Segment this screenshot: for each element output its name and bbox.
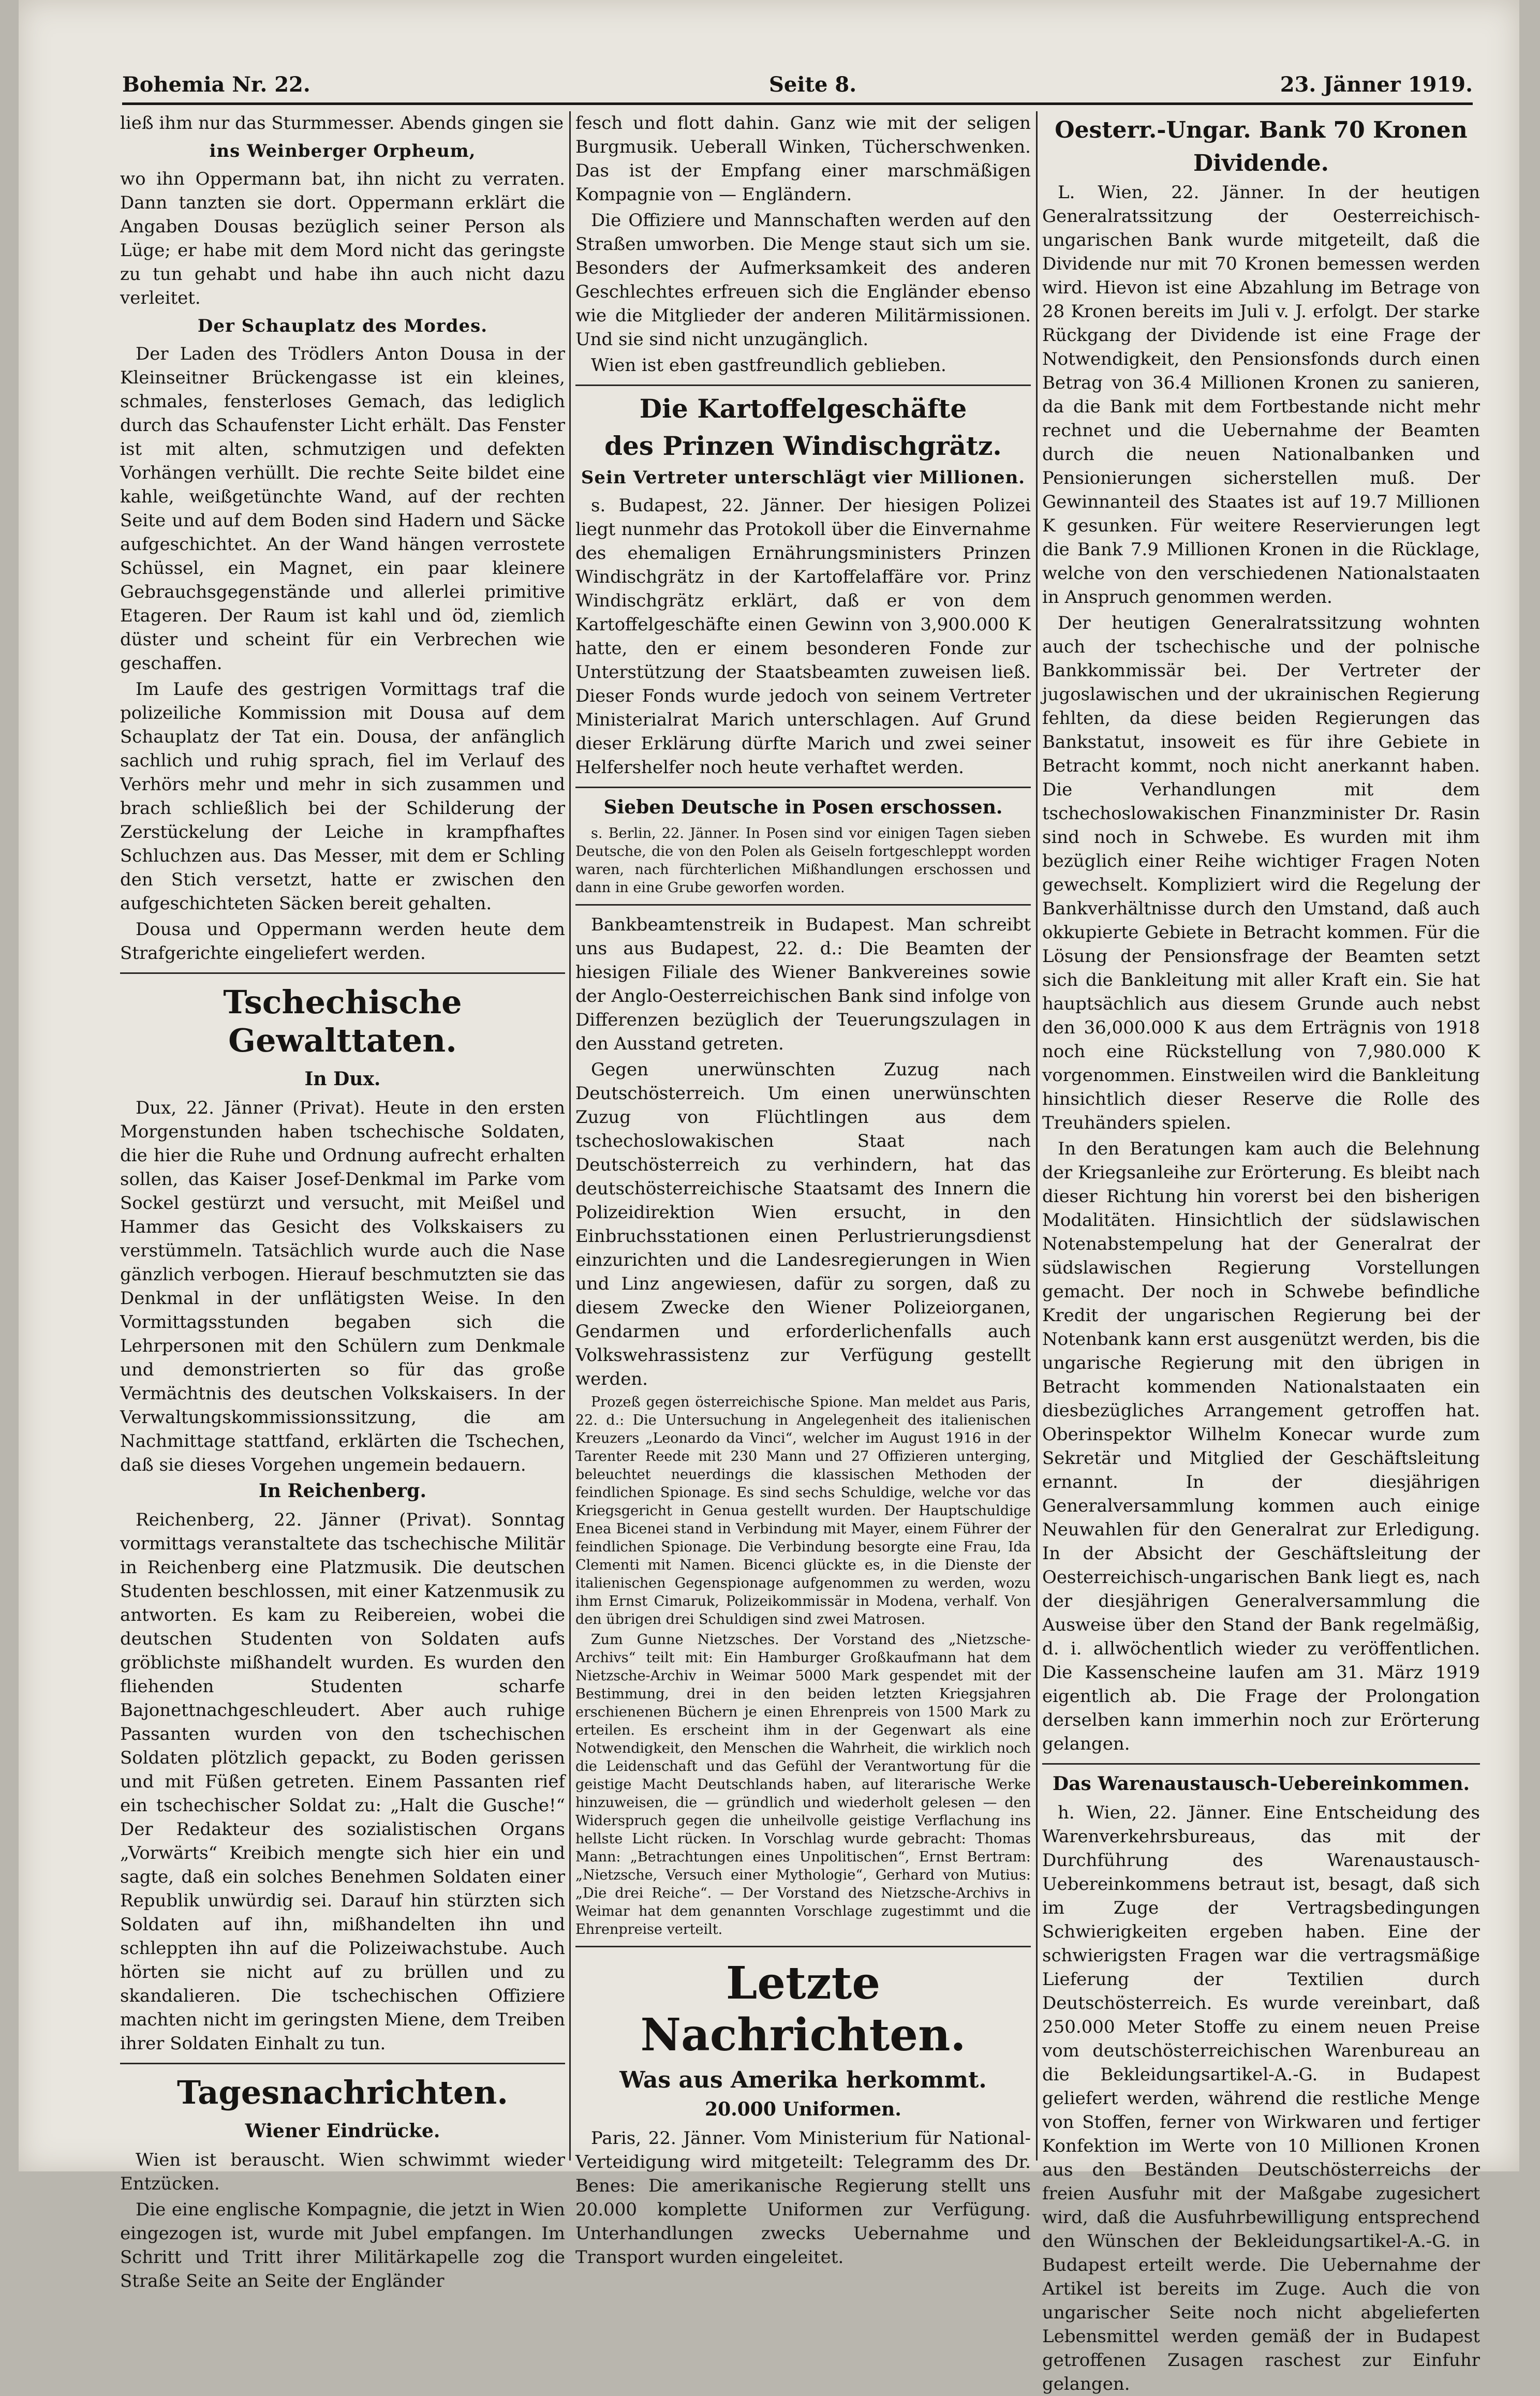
paragraph: Gegen unerwünschten Zuzug nach Deutschösterreich. Um einen unerwünschten Zuzug von Flüchtlingen aus dem tschechoslowakischen Staat nach Deutschösterreich zu verhindern, hat das deutschösterreichische Staatsamt des Innern die Polizeidirektion Wien ersucht, in den Einbruchsstationen einen Perlustrierungsdienst einzurichten und die Landesregierungen in Wien und Linz angewiesen, dafür zu sorgen, daß zu diesem Zwecke den Wiener Polizeiorganen, Gendarmen und erforderlichenfalls auch Volkswehrassistenz zur Verfügung gestellt werden. [575, 1059, 1031, 1389]
paragraph: s. Budapest, 22. Jänner. Der hiesigen Polizei liegt nunmehr das Protokoll über die Einvernahme des ehemaligen Ernährungsministers Prinzen Windischgrätz in der Kartoffelaffäre vor. Prinz Windischgrätz erklärt, daß er von dem Kartoffelgeschäfte einen Gewinn von 3,900.000 K hatte, den er einem besonderen Fonde zur Unterstützung der Staatsbeamten zuweisen ließ. Dieser Fonds wurde jedoch von seinem Vertreter Ministerialrat Marich unterschlagen. Auf Grund dieser Erklärung dürfte Marich und zwei seiner Helfershelfer noch heute verhaftet werden. [575, 495, 1031, 778]
section-rule [575, 904, 1031, 906]
section-rule [575, 787, 1031, 788]
paragraph: h. Wien, 22. Jänner. Eine Entscheidung des Warenverkehrsbureaus, das mit der Durchführung des Warenaustausch-Uebereinkommens betraut ist, besagt, daß sich im Zuge der Vertragsbedingungen Schwierigkeiten ergeben haben. Eine der schwierigsten Fragen war die vertragsmäßige Lieferung der Textilien durch Deutschösterreich. Es wurde vereinbart, daß 250.000 Meter Stoffe zu einem neuen Preise vom deutschösterreichischen Warenbureau an die Bekleidungsartikel-A.-G. in Budapest geliefert werden, während die restliche Menge von Stoffen, ferner von Wirkwaren und fertiger Konfektion im Werte von 10 Millionen Kronen aus den Beständen Deutschösterreichs der freien Ausfuhr mit der Maßgabe zugesichert wird, daß die Ausfuhrbewilligung entsprechend den Wünschen der Bekleidungsartikel-A.-G. in Budapest erteilt werde. Die Uebernahme der Artikel ist bereits im Zuge. Auch die von ungarischer Seite noch nicht abgelieferten Lebensmittel werden gemäß der in Budapest getroffenen Zusagen raschest zur Einfuhr gelangen. [1042, 1802, 1480, 2394]
page-header [122, 72, 1473, 103]
subheading: In Reichenberg. [259, 1480, 426, 1502]
paragraph: Reichenberg, 22. Jänner (Privat). Sonntag vormittags veranstaltete das tschechische Militär in Reichenberg eine Platzmusik. Die deutschen Studenten beschlossen, mit einer Katzenmusik zu antworten. Es kam zu Reibereien, wobei die deutschen Studenten von Soldaten aufs gröblichste mißhandelt wurden. Es wurden den fliehenden Studenten scharfe Bajonettnachgeschleudert. Aber auch ruhige Passanten wurden von den tschechischen Soldaten plötzlich gepackt, zu Boden gerissen und mit Füßen getreten. Einem Passanten rief ein tschechischer Soldat zu: „Halt die Gusche!“ Der Redakteur des sozialistischen Organs „Vorwärts“ Kreibich mengte sich hier ein und sagte, daß ein solches Benehmen Soldaten einer Republik unwürdig sei. Darauf hin stürzten sich Soldaten auf ihn, mißhandelten ihn und schleppten ihn auf die Polizeiwachstube. Auch hörten sie nicht auf zu brüllen und zu skandalieren. Die tschechischen Offiziere machten nicht im geringsten Miene, dem Treiben ihrer Soldaten Einhalt zu tun. [120, 1510, 565, 2054]
subheading: Wiener Eindrücke. [245, 2120, 440, 2142]
header-publication: Bohemia Nr. 22. [122, 72, 310, 97]
paragraph: ließ ihm nur das Sturmmesser. Abends gingen sie [120, 113, 564, 134]
paragraph: Der heutigen Generalratssitzung wohnten auch der tschechische und der polnische Bankkommissär bei. Der Vertreter der jugoslawischen und der ukrainischen Regierung fehlten, da diese beiden Regierungen das Bankstatut, insoweit es für ihre Gebiete in Betracht kommt, noch nicht anerkannt haben. Die Verhandlungen mit dem tschechoslowakischen Finanzminister Dr. Rasin sind noch in Schwebe. Es wurden mit ihm bezüglich einer Reihe wichtiger Fragen Noten gewechselt. Kompliziert wird die Regelung der Bankverhältnisse durch den Umstand, daß auch okkupierte Gebiete in Betracht kommen. Für die Lösung der Pensionsfrage der Beamten setzt sich die Bankleitung mit aller Kraft ein. Sie hat hauptsächlich aus diesem Grunde auch nebst den 36,000.000 K aus dem Erträgnis von 1918 noch eine Rückstellung von 7,980.000 K vorgenommen. Einstweilen wird die Bankleitung hinsichtlich dieser Reserve die Rolle des Treuhänders spielen. [1042, 613, 1480, 1133]
paragraph: L. Wien, 22. Jänner. In der heutigen Generalratssitzung der Oesterreichisch-ungarischen Bank wurde mitgeteilt, daß die Dividende nur mit 70 Kronen bemessen werden wird. Hievon ist eine Abzahlung im Betrage von 28 Kronen bereits im Juli v. J. erfolgt. Der starke Rückgang der Dividende ist eine Frage der Notwendigkeit, den Pensionsfonds durch einen Betrag von 36.4 Millionen Kronen zu sanieren, da die Bank mit dem Fortbestande nicht mehr rechnet und die Uebernahme der Beamten durch die neuen Nationalbanken und Pensionierungen sicherstellen muß. Der Gewinnanteil des Staates ist auf 19.7 Millionen K gesunken. Für weitere Reservierungen legt die Bank 7.9 Millionen Kronen in die Rücklage, welche von den verschiedenen Nationalstaaten in Anspruch genommen werden. [1042, 182, 1480, 608]
headline: Sieben Deutsche in Posen erschossen. [603, 796, 1003, 818]
section-rule [120, 972, 565, 974]
paragraph: Prozeß gegen österreichische Spione. Man meldet aus Paris, 22. d.: Die Untersuchung in Angelegenheit des italienischen Kreuzers „Leonardo da Vinci“, welcher im August 1916 in der Tarenter Reede mit 230 Mann und 27 Offizieren unterging, beleuchtet neuerdings die klassischen Methoden der feindlichen Spionage. Es sind sechs Schuldige, welche vor das Kriegsgericht in Genua gestellt wurden. Der Hauptschuldige Enea Bicenei stand in Verbindung mit Mayer, einem Führer der feindlichen Spionage. Die Verbindung besorgte eine Frau, Ida Clementi mit Namen. Bicenci glückte es, in die Dienste der italienischen Gegenspionage aufgenommen zu werden, wozu ihm Ernst Cimaruk, Polizeikommissär in Modena, verhalf. Von den übrigen drei Schuldigen sind zwei Matrosen. [575, 1394, 1031, 1628]
paragraph: Wien ist eben gastfreundlich geblieben. [591, 355, 946, 376]
header-page-number: Seite 8. [769, 72, 857, 97]
paragraph: fesch und flott dahin. Ganz wie mit der seligen Burgmusik. Ueberall Winken, Tücherschwenken. Das ist der Empfang einer marschmäßigen Kompagnie von — Engländern. [575, 113, 1031, 205]
headline: Dividende. [1193, 150, 1329, 176]
paragraph: Im Laufe des gestrigen Vormittags traf die polizeiliche Kommission mit Dousa auf dem Schauplatz der Tat ein. Dousa, der anfänglich sachlich und ruhig sprach, fiel im Verlauf des Verhörs mehr und mehr in sich zusammen und brach schließlich bei der Schilderung der Zerstückelung der Leiche in krampfhaftes Schluchzen aus. Das Messer, mit dem er Schling den Stich versetzt, hatte er zwischen den aufgeschichteten Säcken bereit gehalten. [120, 679, 565, 914]
header-date: 23. Jänner 1919. [1280, 72, 1473, 97]
paragraph: wo ihn Oppermann bat, ihn nicht zu verraten. Dann tanzten sie dort. Oppermann erklärt die Angaben Dousas bezüglich seiner Person als Lüge; er habe mit dem Mord nicht das geringste zu tun gehabt und habe ihn auch nicht dazu verleitet. [120, 169, 565, 308]
column-rule [1036, 111, 1038, 2161]
section-rule [120, 2063, 565, 2064]
paragraph: Dousa und Oppermann werden heute dem Strafgerichte eingeliefert werden. [120, 919, 565, 964]
paragraph: Paris, 22. Jänner. Vom Ministerium für National-Verteidigung wird mitgeteilt: Telegramm des Dr. Benes: Die amerikanische Regierung stellt uns 20.000 komplette Uniformen zur Verfügung. Unterhandlungen zwecks Uebernahme und Transport wurden eingeleitet. [575, 2128, 1031, 2268]
section-rule [1042, 1763, 1480, 1765]
section-rule [575, 1946, 1031, 1947]
paragraph: Die eine englische Kompagnie, die jetzt in Wien eingezogen ist, wurde mit Jubel empfangen. Im Schritt und Tritt ihrer Militärkapelle zog die Straße Seite an Seite der Engländer [120, 2199, 565, 2291]
paragraph: In den Beratungen kam auch die Belehnung der Kriegsanleihe zur Erörterung. Es bleibt nach dieser Richtung hin vorerst bei den bisherigen Modalitäten. Hinsichtlich der südslawischen Notenabstempelung hat der Generalrat der südslawischen Regierung Vorstellungen gemacht. Der noch in Schwebe befindliche Kredit der ungarischen Regierung bei der Notenbank kann erst ausgenützt werden, bis die ungarische Regierung mit den übrigen in Betracht kommenden Nationalstaaten ein diesbezügliches Arrangement getroffen hat. Oberinspektor Wilhelm Konecar wurde zum Sekretär und Mitglied der Geschäftsleitung ernannt. In der diesjährigen Generalversammlung kommen auch einige Neuwahlen für den Generalrat zur Erledigung. In der Absicht der Geschäftsleitung der Oesterreichisch-ungarischen Bank liegt es, nach der diesjährigen Generalversammlung die Ausweise über den Stand der Bank regelmäßig, d. i. allwöchentlich wieder zu veröffentlichen. Die Kassenscheine laufen am 31. März 1919 eigentlich ab. Die Frage der Prolongation derselben kann immerhin noch zur Erörterung gelangen. [1042, 1138, 1480, 1754]
subheading: 20.000 Uniformen. [705, 2098, 901, 2120]
paragraph: Der Laden des Trödlers Anton Dousa in der Kleinseitner Brückengasse ist ein kleines, schmales, fensterloses Gemach, das lediglich durch das Schaufenster Licht erhält. Das Fenster ist mit alten, schmutzigen und defekten Vorhängen verhüllt. Die rechte Seite bildet eine kahle, weißgetünchte Wand, auf der rechten Seite und auf dem Boden sind Hadern und Säcke aufgeschichtet. An der Wand hängen verrostete Schüssel, ein Magnet, ein paar kleinere Gebrauchsgegenstände und allerlei primitive Etageren. Der Raum ist kahl und öd, ziemlich düster und scheint für ein Verbrechen wie geschaffen. [120, 344, 565, 674]
paragraph: Zum Gunne Nietzsches. Der Vorstand des „Nietzsche-Archivs“ teilt mit: Ein Hamburger Großkaufmann hat dem Nietzsche-Archiv in Weimar 5000 Mark gespendet mit der Bestimmung, drei in den beiden letzten Kriegsjahren erschienenen Büchern je einen Ehrenpreis von 1500 Mark zu erteilen. Es erscheint ihm in der Gegenwart als eine Notwendigkeit, den Menschen die Wahrheit, die wirklich noch die Leidenschaft und das Gefühl der Verantwortung für die geistige Macht Deutschlands haben, auf literarische Werke hinzuweisen, die — gründlich und wiederholt gelesen — den Widerspruch gegen die unheilvolle geistige Verflachung ins hellste Licht rücken. In Vorschlag wurde gebracht: Thomas Mann: „Betrachtungen eines Unpolitischen“, Ernst Bertram: „Nietzsche, Versuch einer Mythologie“, Gerhard von Mutius: „Die drei Reiche“. — Der Vorstand des Nietzsche-Archivs in Weimar hat dem genannten Vorschlage zugestimmt und die Ehrenpreise verteilt. [575, 1632, 1031, 1937]
subheading: In Dux. [304, 1068, 381, 1090]
headline: des Prinzen Windischgrätz. [604, 431, 1002, 461]
headline: Das Warenaustausch-Uebereinkommen. [1052, 1773, 1470, 1795]
headline: Tagesnachrichten. [177, 2074, 508, 2111]
paragraph: Wien ist berauscht. Wien schwimmt wieder Entzücken. [120, 2150, 565, 2194]
section-rule [575, 384, 1031, 386]
headline: Tschechische Gewalttaten. [223, 983, 462, 1059]
paragraph: Dux, 22. Jänner (Privat). Heute in den ersten Morgenstunden haben tschechische Soldaten, die hier die Ruhe und Ordnung aufrecht erhalten sollen, das Kaiser Josef-Denkmal im Parke vom Sockel gestürzt und versucht, mit Meißel und Hammer das Gesicht des Volkskaisers zu verstümmeln. Tatsächlich wurde auch die Nase gänzlich verbogen. Hierauf beschmutzten sie das Denkmal in der unflätigsten Weise. In den Vormittagsstunden begaben sich die Lehrpersonen mit den Schülern zum Denkmale und demonstrierten so für das große Vermächtnis des deutschen Volkskaisers. In der Verwaltungskommissionssitzung, die am Nachmittage stattfand, erklärten die Tschechen, daß sie dieses Vorgehen ungemein bedauern. [120, 1098, 565, 1475]
column-2 [575, 111, 1031, 2268]
headline: Letzte Nachrichten. [640, 1957, 966, 2061]
headline: Die Kartoffelgeschäfte [639, 393, 967, 424]
headline: Oesterr.-Ungar. Bank 70 Kronen [1055, 117, 1468, 143]
subheading: ins Weinberger Orpheum, [209, 141, 476, 161]
column-1 [120, 111, 565, 2291]
paragraph: Bankbeamtenstreik in Budapest. Man schreibt uns aus Budapest, 22. d.: Die Beamten der hiesigen Filiale des Wiener Bankvereines sowie der Anglo-Oesterreichischen Bank sind infolge von Differenzen bezüglich der Teuerungszulagen in den Ausstand getreten. [575, 914, 1031, 1054]
subheading: Sein Vertreter unterschlägt vier Millionen. [581, 467, 1026, 488]
paragraph: s. Berlin, 22. Jänner. In Posen sind vor einigen Tagen sieben Deutsche, die von den Polen als Geiseln fortgeschleppt worden waren, nach fürchterlichen Mißhandlungen erschossen und dann in eine Grube geworfen worden. [575, 825, 1031, 896]
paragraph: Die Offiziere und Mannschaften werden auf den Straßen umworben. Die Menge staut sich um sie. Besonders der Aufmerksamkeit des anderen Geschlechtes erfreuen sich die Engländer ebenso wie die Mitglieder der anderen Militärmissionen. Und sie sind nicht unzugänglich. [575, 210, 1031, 350]
header-rule [122, 102, 1473, 105]
subheading: Was aus Amerika herkommt. [619, 2067, 987, 2093]
column-rule [569, 111, 571, 2161]
subheading: Der Schauplatz des Mordes. [197, 316, 488, 336]
column-3 [1042, 111, 1480, 2394]
